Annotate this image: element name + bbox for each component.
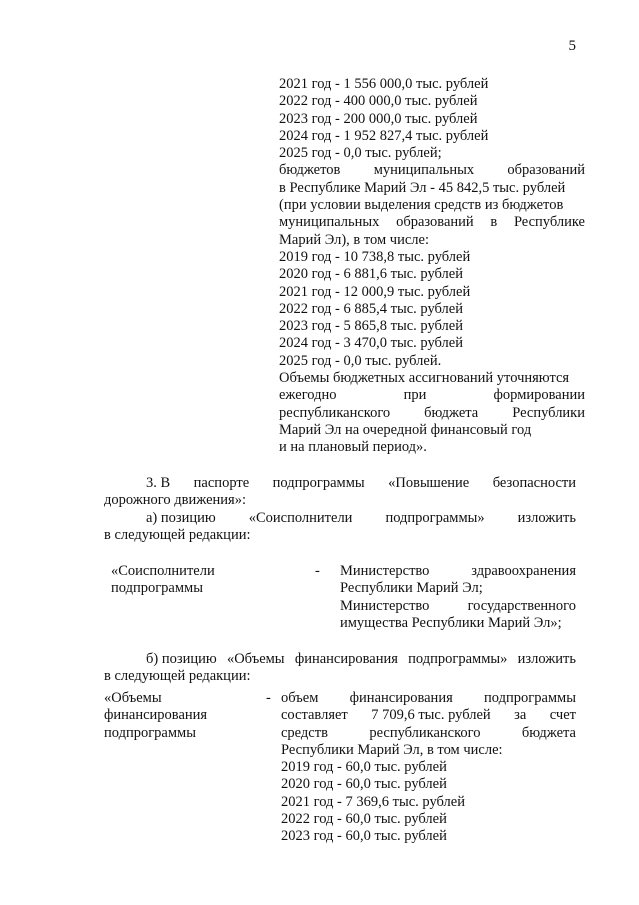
coexecutors-dash: - [315,563,320,579]
year-line: 2023 год - 200 000,0 тыс. рублей [279,110,478,127]
volumes-note-line: Марий Эл на очередной финансовый год [279,421,532,438]
year-line: 2019 год - 10 738,8 тыс. рублей [279,248,471,265]
year-line: 2023 год - 5 865,8 тыс. рублей [279,318,463,335]
year-line: 2024 год - 3 470,0 тыс. рублей [279,335,463,352]
year-line: 2021 год - 1 556 000,0 тыс. рублей [279,76,489,92]
condition-line: Марий Эл), в том числе: [279,231,429,248]
year-line: 2023 год - 60,0 тыс. рублей [281,828,447,845]
year-line: 2019 год - 60,0 тыс. рублей [281,759,447,776]
volumes-note-line: ежегодно при формировании [279,387,585,404]
finance-label: «Объемы финансирования подпрограммы [104,690,208,741]
year-line: 2021 год - 7 369,6 тыс. рублей [281,793,465,810]
section-3-line: дорожного движения»: [104,492,246,509]
year-line: 2020 год - 60,0 тыс. рублей [281,776,447,793]
volumes-note-line: и на плановый период». [279,439,427,456]
item-a-line: а) позицию «Соисполнители подпрограммы» изложить [146,509,576,526]
municipal-budget-line: бюджетов муниципальных образований [279,162,585,179]
year-line: 2022 год - 60,0 тыс. рублей [281,811,447,828]
year-line: 2022 год - 6 885,4 тыс. рублей [279,300,463,317]
finance-dash: - [266,690,271,706]
section-3-line: 3. В паспорте подпрограммы «Повышение безопасности [146,475,576,491]
year-line: 2022 год - 400 000,0 тыс. рублей [279,93,478,110]
section-3-paragraph [104,475,576,544]
item-a-line: в следующей редакции: [104,526,251,543]
item-b-line: в следующей редакции: [104,668,251,685]
volumes-note-line: Объемы бюджетных ассигнований уточняются [279,370,570,387]
top-financing-block [279,76,585,457]
condition-line: (при условии выделения средств из бюджетов [279,197,564,214]
municipal-budget-total: в Республике Марий Эл - 45 842,5 тыс. рублей [279,179,566,196]
year-line: 2025 год - 0,0 тыс. рублей. [279,352,442,369]
coexecutors-label: «Соисполнители подпрограммы [111,563,215,597]
item-b-paragraph [104,651,576,686]
coexecutors-value: Министерство здравоохранения Республики Марий Эл; Министерство государственного имущества Республики Марий Эл»; [340,563,576,631]
item-b-line: б) позицию «Объемы финансирования подпрограммы» изложить [146,651,576,667]
year-line: 2025 год - 0,0 тыс. рублей; [279,145,442,162]
finance-value: объем финансирования подпрограммы составляет 7 709,6 тыс. рублей за счет средств республиканского бюджета Республики Марий Эл, в том числе: 2019 год - 60,0 тыс. рублей 2020 год - 60,0 тыс. рублей 2021 год - 7 369,6 тыс. рублей 2022 год - 60,0 тыс. рублей 2023 год - 60,0 тыс. рублей [281,690,576,845]
year-line: 2021 год - 12 000,9 тыс. рублей [279,283,471,300]
page-number: 5 [568,38,576,54]
year-line: 2024 год - 1 952 827,4 тыс. рублей [279,127,489,144]
volumes-note-line: республиканского бюджета Республики [279,404,585,421]
condition-line: муниципальных образований в Республике [279,214,585,231]
year-line: 2020 год - 6 881,6 тыс. рублей [279,266,463,283]
